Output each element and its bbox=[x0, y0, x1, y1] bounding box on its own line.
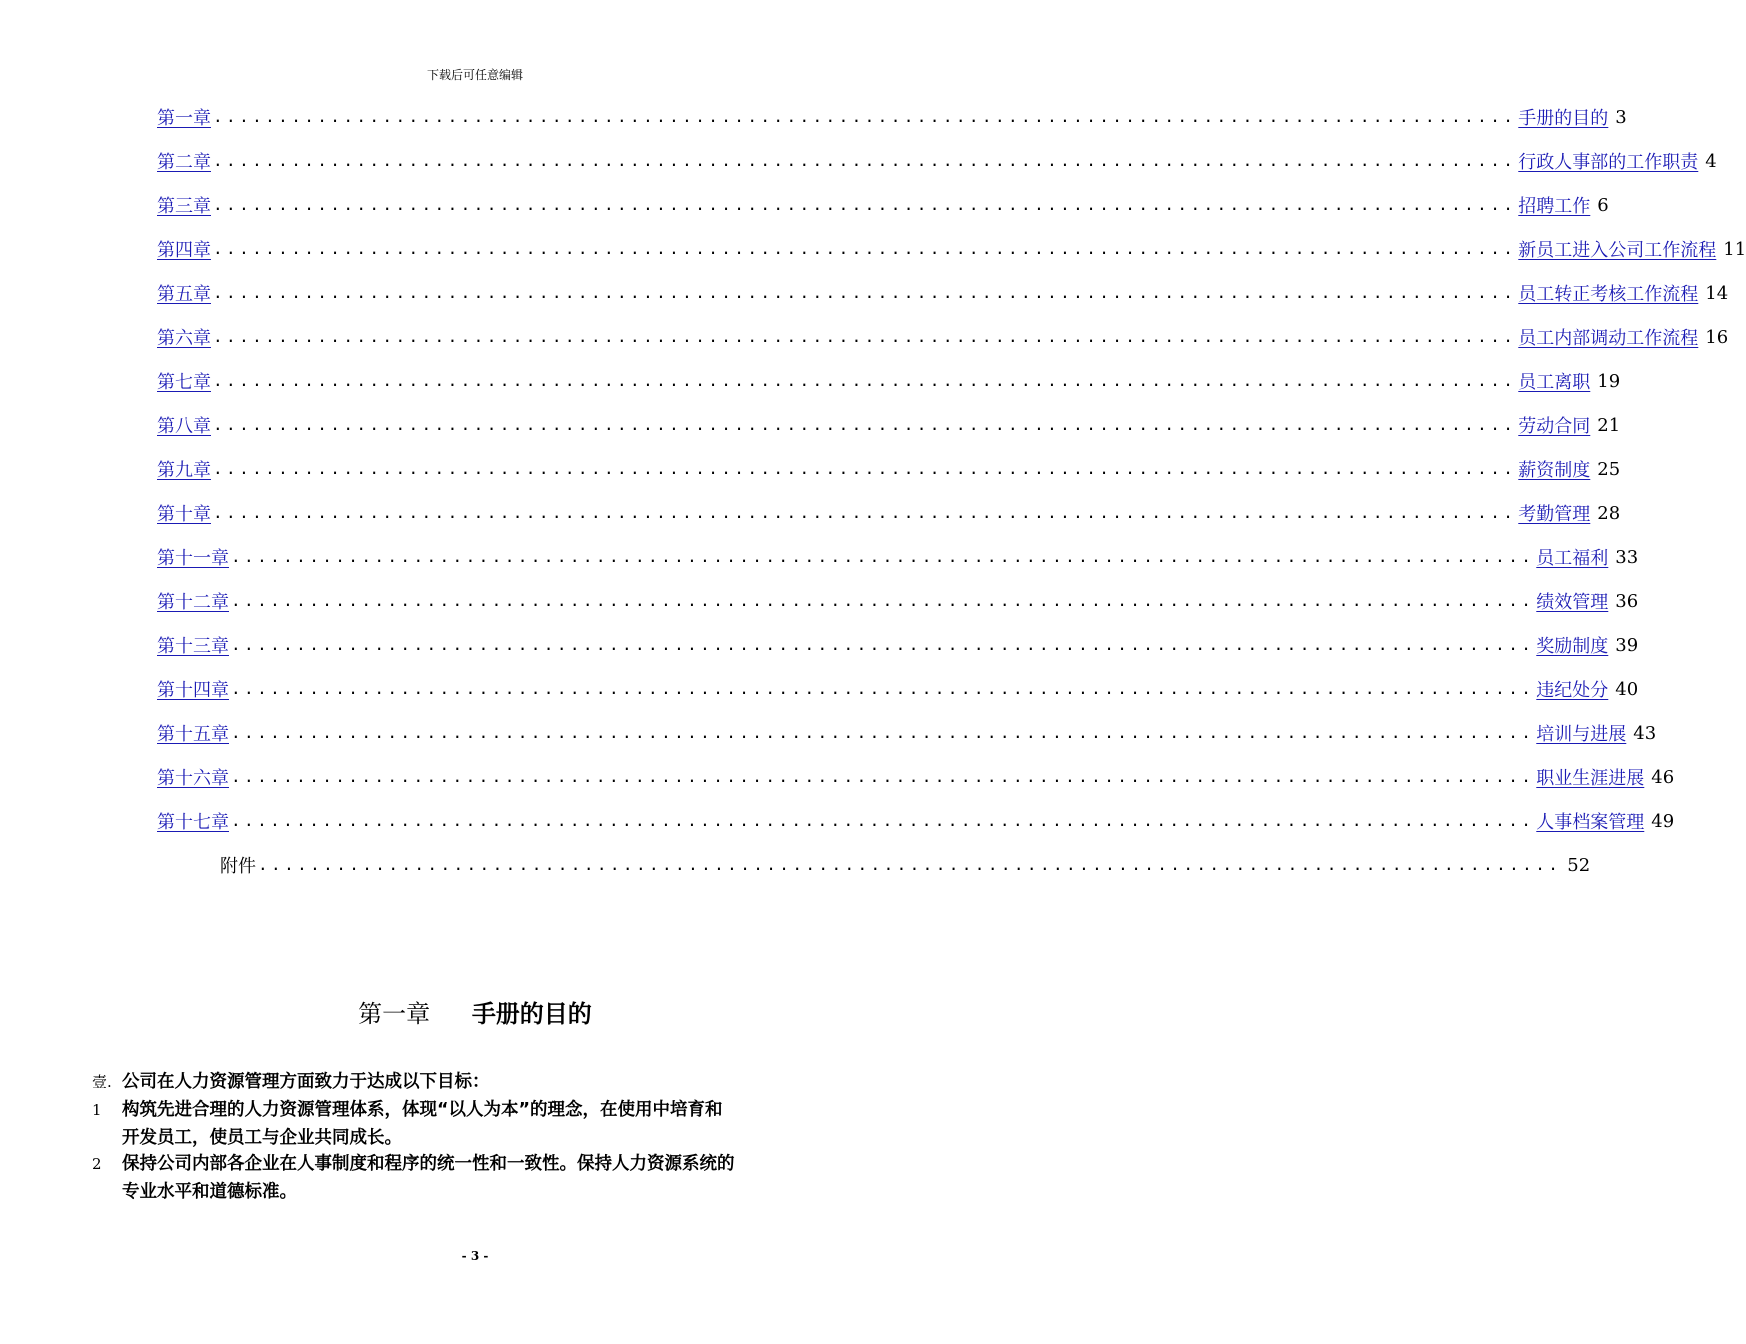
toc-title-link[interactable]: 人事档案管理 bbox=[1536, 812, 1645, 833]
toc-chapter-link[interactable]: 第十章 bbox=[157, 504, 211, 525]
toc-chapter-link[interactable]: 第四章 bbox=[157, 240, 211, 261]
toc-leader-dots: .................................................................................................... bbox=[231, 547, 1535, 566]
toc-entry bbox=[157, 720, 1657, 746]
toc-chapter-link[interactable]: 第十五章 bbox=[157, 724, 229, 745]
toc-leader-dots: .................................................................................................... bbox=[213, 195, 1517, 214]
toc-page-number: 21 bbox=[1597, 414, 1621, 436]
toc-page-number: 4 bbox=[1705, 150, 1717, 172]
toc-chapter-link[interactable]: 第七章 bbox=[157, 372, 211, 393]
toc-entry bbox=[157, 588, 1639, 614]
toc-title-link[interactable]: 员工离职 bbox=[1518, 372, 1591, 393]
intro-marker: 壹. bbox=[92, 1073, 112, 1091]
toc-title-link[interactable]: 绩效管理 bbox=[1536, 592, 1609, 613]
toc-page-number: 14 bbox=[1705, 282, 1729, 304]
toc-page-number: 36 bbox=[1615, 590, 1639, 612]
toc-page-number: 52 bbox=[1567, 854, 1591, 876]
toc-page-number: 28 bbox=[1597, 502, 1621, 524]
list-item-text-line2: 开发员工，使员工与企业共同成长。 bbox=[122, 1128, 402, 1148]
toc-title-link[interactable]: 员工福利 bbox=[1536, 548, 1609, 569]
toc-title-link[interactable]: 员工内部调动工作流程 bbox=[1518, 328, 1699, 349]
list-item-number: 1 bbox=[92, 1101, 102, 1119]
toc-entry bbox=[157, 764, 1675, 790]
toc-leader-dots: .................................................................................................... bbox=[213, 503, 1517, 522]
toc-title-link[interactable]: 劳动合同 bbox=[1518, 416, 1591, 437]
toc-chapter-link[interactable]: 第五章 bbox=[157, 284, 211, 305]
toc-entry bbox=[157, 456, 1621, 482]
toc-title-link[interactable]: 培训与进展 bbox=[1536, 724, 1627, 745]
toc-title-link[interactable]: 招聘工作 bbox=[1518, 196, 1591, 217]
toc-leader-dots: .................................................................................................... bbox=[213, 151, 1517, 170]
toc-leader-dots: .................................................................................................... bbox=[231, 591, 1535, 610]
toc-chapter-link[interactable]: 第三章 bbox=[157, 196, 211, 217]
list-item-text-line1: 构筑先进合理的人力资源管理体系，体现“以人为本”的理念，在使用中培育和 bbox=[122, 1100, 723, 1120]
list-item-number: 2 bbox=[92, 1155, 102, 1173]
toc-entry bbox=[157, 808, 1675, 834]
toc-entry bbox=[157, 368, 1621, 394]
toc-page-number: 19 bbox=[1597, 370, 1621, 392]
toc-leader-dots: .................................................................................................... bbox=[258, 855, 1562, 874]
toc-title-link[interactable]: 违纪处分 bbox=[1536, 680, 1609, 701]
toc-leader-dots: .................................................................................................... bbox=[231, 723, 1535, 742]
toc-leader-dots: .................................................................................................... bbox=[213, 459, 1517, 478]
toc-chapter-link[interactable]: 第一章 bbox=[157, 108, 211, 129]
toc-title-link[interactable]: 行政人事部的工作职责 bbox=[1518, 152, 1699, 173]
toc-entry bbox=[157, 280, 1729, 306]
toc-page-number: 25 bbox=[1597, 458, 1621, 480]
list-item bbox=[92, 1150, 822, 1206]
toc-leader-dots: .................................................................................................... bbox=[213, 107, 1517, 126]
toc-entry bbox=[157, 500, 1621, 526]
toc-title-link[interactable]: 奖励制度 bbox=[1536, 636, 1609, 657]
toc-title-link[interactable]: 考勤管理 bbox=[1518, 504, 1591, 525]
toc-page-number: 46 bbox=[1651, 766, 1675, 788]
toc-chapter-link[interactable]: 第十一章 bbox=[157, 548, 229, 569]
toc-appendix-label: 附件 bbox=[220, 856, 256, 877]
chapter-heading bbox=[0, 994, 950, 1029]
toc-page-number: 39 bbox=[1615, 634, 1639, 656]
toc-entry bbox=[157, 544, 1639, 570]
toc-chapter-link[interactable]: 第十三章 bbox=[157, 636, 229, 657]
toc-leader-dots: .................................................................................................... bbox=[231, 679, 1535, 698]
toc-chapter-link[interactable]: 第十四章 bbox=[157, 680, 229, 701]
toc-entry bbox=[157, 148, 1717, 174]
toc-page-number: 49 bbox=[1651, 810, 1675, 832]
toc-entry bbox=[157, 676, 1639, 702]
toc-appendix-entry bbox=[220, 852, 1591, 878]
toc-chapter-link[interactable]: 第十二章 bbox=[157, 592, 229, 613]
toc-chapter-link[interactable]: 第八章 bbox=[157, 416, 211, 437]
list-item-text-line1: 保持公司内部各企业在人事制度和程序的统一性和一致性。保持人力资源系统的 bbox=[122, 1154, 735, 1174]
toc-leader-dots: .................................................................................................... bbox=[213, 283, 1517, 302]
toc-leader-dots: .................................................................................................... bbox=[213, 239, 1517, 258]
toc-title-link[interactable]: 手册的目的 bbox=[1518, 108, 1609, 129]
toc-page-number: 3 bbox=[1615, 106, 1627, 128]
toc-page-number: 6 bbox=[1597, 194, 1609, 216]
list-item bbox=[92, 1096, 822, 1152]
intro-paragraph bbox=[92, 1068, 822, 1096]
chapter-name: 手册的目的 bbox=[471, 1000, 592, 1028]
toc-page-number: 11 bbox=[1723, 238, 1746, 260]
toc-title-link[interactable]: 职业生涯进展 bbox=[1536, 768, 1645, 789]
toc-leader-dots: .................................................................................................... bbox=[231, 635, 1535, 654]
toc-page-number: 43 bbox=[1633, 722, 1657, 744]
toc-entry bbox=[157, 632, 1639, 658]
toc-chapter-link[interactable]: 第六章 bbox=[157, 328, 211, 349]
toc-chapter-link[interactable]: 第十六章 bbox=[157, 768, 229, 789]
toc-title-link[interactable]: 新员工进入公司工作流程 bbox=[1518, 240, 1717, 261]
page-number-footer: - 3 - bbox=[461, 1249, 489, 1263]
toc-chapter-link[interactable]: 第二章 bbox=[157, 152, 211, 173]
toc-entry bbox=[157, 324, 1729, 350]
page-header-note: 下载后可任意编辑 bbox=[426, 68, 523, 82]
toc-page-number: 16 bbox=[1705, 326, 1729, 348]
toc-chapter-link[interactable]: 第九章 bbox=[157, 460, 211, 481]
toc-page-number: 40 bbox=[1615, 678, 1639, 700]
toc-title-link[interactable]: 员工转正考核工作流程 bbox=[1518, 284, 1699, 305]
toc-leader-dots: .................................................................................................... bbox=[213, 371, 1517, 390]
toc-page-number: 33 bbox=[1615, 546, 1639, 568]
toc-entry bbox=[157, 236, 1746, 262]
toc-entry bbox=[157, 412, 1621, 438]
chapter-number: 第一章 bbox=[358, 1000, 431, 1028]
toc-leader-dots: .................................................................................................... bbox=[231, 811, 1535, 830]
toc-title-link[interactable]: 薪资制度 bbox=[1518, 460, 1591, 481]
toc-leader-dots: .................................................................................................... bbox=[213, 415, 1517, 434]
toc-leader-dots: .................................................................................................... bbox=[231, 767, 1535, 786]
toc-entry bbox=[157, 104, 1627, 130]
intro-text: 公司在人力资源管理方面致力于达成以下目标： bbox=[122, 1072, 490, 1092]
toc-chapter-link[interactable]: 第十七章 bbox=[157, 812, 229, 833]
toc-entry bbox=[157, 192, 1609, 218]
toc-leader-dots: .................................................................................................... bbox=[213, 327, 1517, 346]
list-item-text-line2: 专业水平和道德标准。 bbox=[122, 1182, 297, 1202]
